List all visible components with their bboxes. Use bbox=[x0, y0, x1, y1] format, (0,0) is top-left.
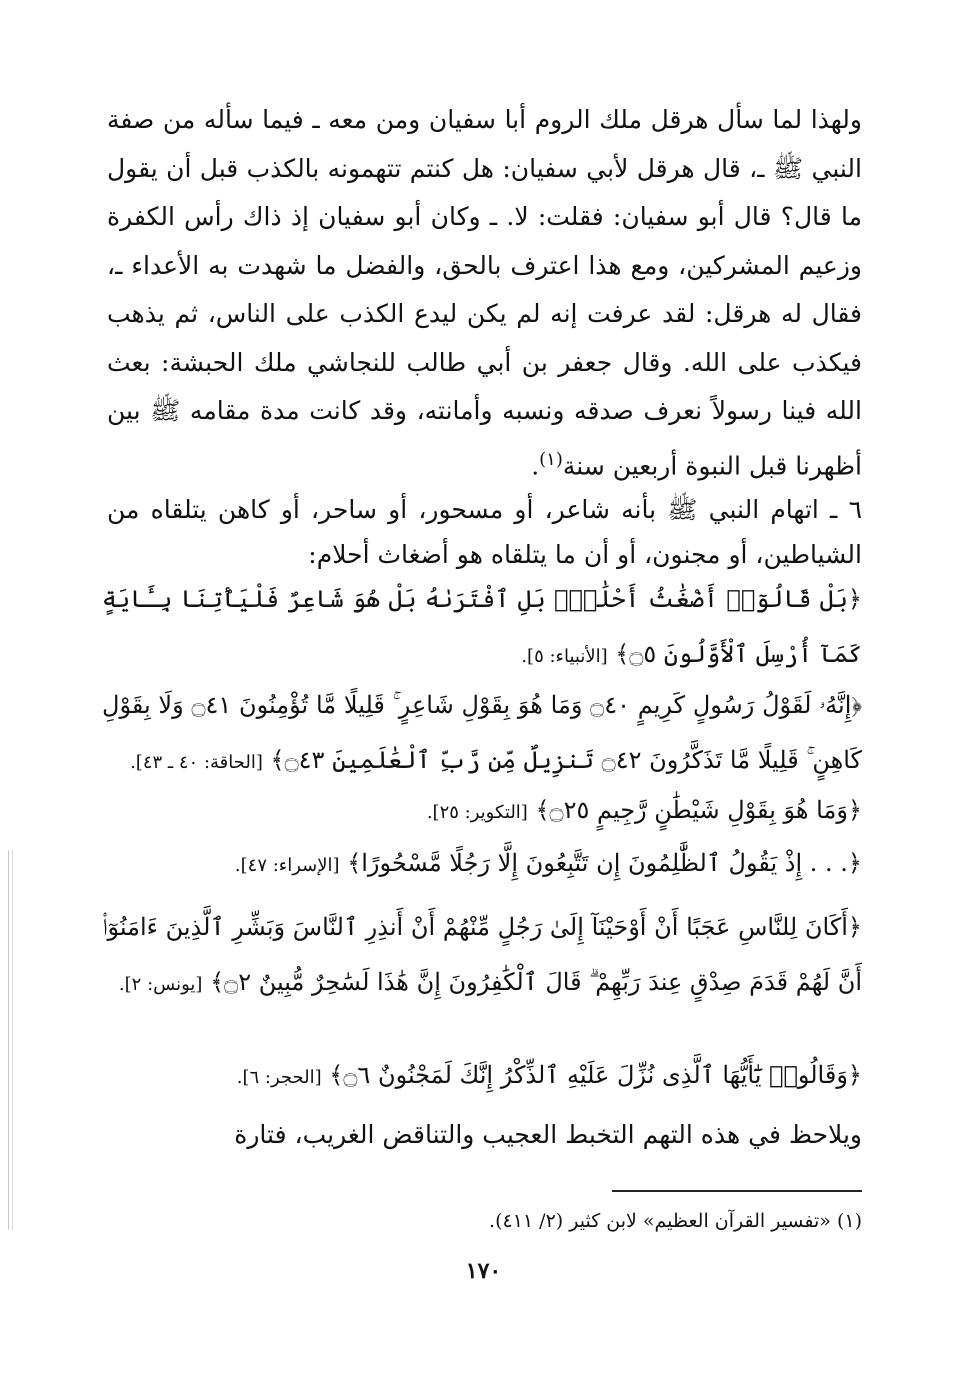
footnote-marker: (١) bbox=[539, 448, 563, 470]
verse-reference: [الإسراء: ٤٧]. bbox=[234, 855, 340, 876]
paragraph-text: ولهذا لما سأل هرقل ملك الروم أبا سفيان ومن معه ـ فيما سأله من صفة النبي ﷺ ـ، قال هرقل لأبي سفيان: هل كنتم تتهمونه بالكذب قبل أن يقول ما قال؟ قال أبو سفيان: فقلت: لا. ـ وكان أبو سفيان إذ ذاك رأس الكفرة وزعيم المشركين، ومع هذا اعترف بالحق، والفضل ما شهدت به الأعداء ـ، فقال له هرقل: لقد عرفت إنه لم يكن ليدع الكذب على الناس، ثم يذهب فيكذب على الله. وقال جعفر بن أبي طالب للنجاشي ملك الحبشة: بعث الله فينا رسولاً نعرف صدقه ونسبه وأمانته، وقد كانت مدة مقامه ﷺ بين أظهرنا قبل النبوة أربعين سنة bbox=[107, 105, 862, 480]
closing-paragraph-line bbox=[102, 1112, 862, 1157]
footnote bbox=[102, 1206, 862, 1236]
verse-reference: [التكوير: ٢٥]. bbox=[426, 802, 528, 823]
verse-text: ﴿وَمَا هُوَ بِقَوْلِ شَيْطَٰنٍ رَّجِيمٍ ۝٢٥﴾ bbox=[535, 796, 862, 824]
verse-text: ﴿وَقَالُوا۟ يَٰٓأَيُّهَا ٱلَّذِى نُزِّلَ عَلَيْهِ ٱلذِّكْرُ إِنَّكَ لَمَجْنُونٌ ۝٦﴾ bbox=[329, 1061, 862, 1089]
quran-verse-haqqa bbox=[102, 678, 862, 790]
paragraph-end-punct: . bbox=[531, 450, 540, 480]
paragraph-text: ٦ ـ اتهام النبي ﷺ بأنه شاعر، أو مسحور، أو ساحر، أو كاهن يتلقاه من الشياطين، أو مجنون، أو أن ما يتلقاه هو أضغاث أحلام: bbox=[107, 495, 862, 569]
quran-verse-yunus bbox=[102, 900, 862, 1012]
page-number: ١٧٠ bbox=[465, 1258, 502, 1284]
verse-reference: [الأنبياء: ٥]. bbox=[521, 646, 608, 667]
footnote-text: (١) «تفسير القرآن العظيم» لابن كثير (٢/ ٤١١). bbox=[489, 1210, 862, 1232]
verse-text: ﴿بَلْ قَالُوٓا۟ أَضْغَٰثُ أَحْلَٰمٍۭ بَلِ ٱفْتَرَىٰهُ بَلْ هُوَ شَاعِرٌ فَلْيَأْتِنَا بِـَٔايَةٍ كَمَآ أُرْسِلَ ٱلْأَوَّلُونَ ۝٥﴾ bbox=[102, 585, 862, 668]
verse-reference: [الحجر: ٦]. bbox=[236, 1067, 322, 1088]
footnote-divider bbox=[612, 1190, 862, 1192]
verse-text: ﴿أَكَانَ لِلنَّاسِ عَجَبًا أَنْ أَوْحَيْنَآ إِلَىٰ رَجُلٍ مِّنْهُمْ أَنْ أَنذِرِ ٱلنَّاسَ وَبَشِّرِ ٱلَّذِينَ ءَامَنُوٓا۟ أَنَّ لَهُمْ قَدَمَ صِدْقٍ عِندَ رَبِّهِمْ ۗ قَالَ ٱلْكَٰفِرُونَ إِنَّ هَٰذَا لَسَٰحِرٌ مُّبِينٌ ۝٢﴾ bbox=[102, 913, 862, 996]
verse-text: ﴿. . . إِذْ يَقُولُ ٱلظَّٰلِمُونَ إِن تَتَّبِعُونَ إِلَّا رَجُلًا مَّسْحُورًا﴾ bbox=[347, 849, 862, 877]
quran-verse-anbiya bbox=[102, 572, 862, 684]
body-paragraph-accusations bbox=[107, 487, 862, 577]
paragraph-text: ويلاحظ في هذه التهم التخبط العجيب والتناقض الغريب، فتارة bbox=[234, 1120, 862, 1149]
body-paragraph-heraclius bbox=[107, 96, 862, 490]
verse-reference: [الحاقة: ٤٠ ـ ٤٣]. bbox=[130, 752, 263, 773]
quran-verse-hijr bbox=[102, 1048, 862, 1105]
scan-edge-mark bbox=[8, 850, 13, 1230]
verse-reference: [يونس: ٢]. bbox=[118, 974, 203, 995]
quran-verse-isra bbox=[102, 836, 862, 893]
verse-text: ﴿إِنَّهُۥ لَقَوْلُ رَسُولٍ كَرِيمٍ ۝٤٠ وَمَا هُوَ بِقَوْلِ شَاعِرٍ ۚ قَلِيلًا مَّا تُؤْمِنُونَ ۝٤١ وَلَا بِقَوْلِ كَاهِنٍ ۚ قَلِيلًا مَّا تَذَكَّرُونَ ۝٤٢ تَنزِيلٌ مِّن رَّبِّ ٱلْعَٰلَمِينَ ۝٤٣﴾ bbox=[102, 691, 862, 774]
quran-verse-takwir bbox=[102, 783, 862, 840]
